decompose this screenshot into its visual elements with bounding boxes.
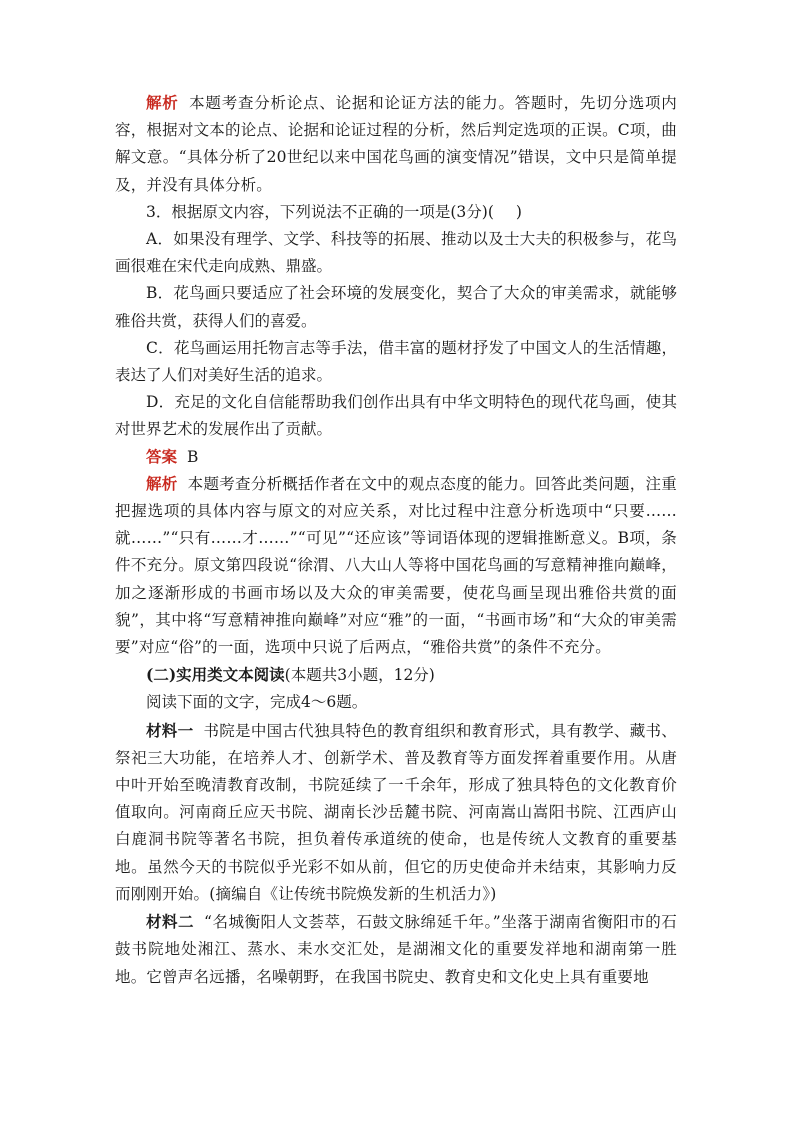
material-text: “名城衡阳人文荟萃，石鼓文脉绵延千年。”坐落于湖南省衡阳市的石鼓书院地处湘江、蒸水、耒水交汇处，是湖湘文化的重要发祥地和湖南第一胜地。它曾声名远播，名噪朝野，在我国书院史、教育史和文化史上具有重要地 — [115, 913, 677, 986]
analysis-label: 解析 — [146, 94, 179, 112]
analysis-text: 本题考查分析概括作者在文中的观点态度的能力。回答此类问题，注重把握选项的具体内容与原文的对应关系，对比过程中注意分析选项中“只要……就……”“只有……才……”“可见”“还应该”等词语体现的逻辑推断意义。B项，条件不充分。原文第四段说“徐渭、八大山人等将中国花鸟画的写意精神推向巅峰，加之逐渐形成的书画市场以及大众的审美需要，使花鸟画呈现出雅俗共赏的面貌”，其中将“写意精神推向巅峰”对应“雅”的一面，“书画市场”和“大众的审美需要”对应“俗”的一面，选项中只说了后两点，“雅俗共赏”的条件不充分。 — [115, 474, 677, 657]
question-stem-text: 3．根据原文内容，下列说法不正确的一项是(3分)( — [146, 202, 494, 221]
option-b: B．花鸟画只要适应了社会环境的发展变化，契合了大众的审美需求，就能够雅俗共赏，获得人们的喜爱。 — [115, 284, 677, 330]
question-stem-close: ) — [515, 202, 522, 221]
material-2 — [115, 908, 677, 991]
material-label: 材料二 — [146, 912, 195, 932]
material-1 — [115, 717, 677, 908]
section-heading — [115, 661, 677, 689]
option-a: A．如果没有理学、文学、科技等的拓展、推动以及士大夫的积极参与，花鸟画很难在宋代走向成熟、鼎盛。 — [115, 230, 677, 276]
option-c: C．花鸟画运用托物言志等手法，借丰富的题材抒发了中国文人的生活情趣，表达了人们对美好生活的追求。 — [115, 338, 677, 385]
answer-line — [115, 444, 677, 471]
analysis-label: 解析 — [146, 474, 178, 493]
question-3-stem — [115, 199, 677, 226]
material-text: 书院是中国古代独具特色的教育组织和教育形式，具有教学、藏书、祭祀三大功能，在培养人才、创新学术、普及教育等方面发挥着重要作用。从唐中叶开始至晚清教育改制，书院延续了一千余年，形成了独具特色的文化教育价值取向。河南商丘应天书院、湖南长沙岳麓书院、河南嵩山嵩阳书院、江西庐山白鹿洞书院等著名书院，担负着传承道统的使命，也是传统人文教育的重要基地。虽然今天的书院似乎光彩不如从前，但它的历史使命并未结束，其影响力反而刚刚开始。(摘编自《让传统书院焕发新的生机活力》) — [115, 721, 677, 903]
answer-value: B — [187, 447, 199, 466]
option-d: D．充足的文化自信能帮助我们创作出具有中华文明特色的现代花鸟画，使其对世界艺术的发展作出了贡献。 — [115, 393, 677, 439]
material-label: 材料一 — [146, 720, 194, 740]
page-content — [115, 90, 677, 991]
section-score: (本题共3小题，12分) — [284, 666, 435, 685]
analysis-paragraph-2 — [115, 471, 677, 661]
reading-instruction: 阅读下面的文字，完成4～6题。 — [146, 693, 368, 712]
analysis-text: 本题考查分析论点、论据和论证方法的能力。答题时，先切分选项内容，根据对文本的论点、论据和论证过程的分析，然后判定选项的正误。C项，曲解文意。“具体分析了20世纪以来中国花鸟画的演变情况”错误，文中只是简单提及，并没有具体分析。 — [115, 94, 677, 194]
section-title: (二)实用类文本阅读 — [146, 665, 285, 685]
answer-label: 答案 — [146, 447, 178, 466]
analysis-paragraph-1 — [115, 90, 677, 199]
